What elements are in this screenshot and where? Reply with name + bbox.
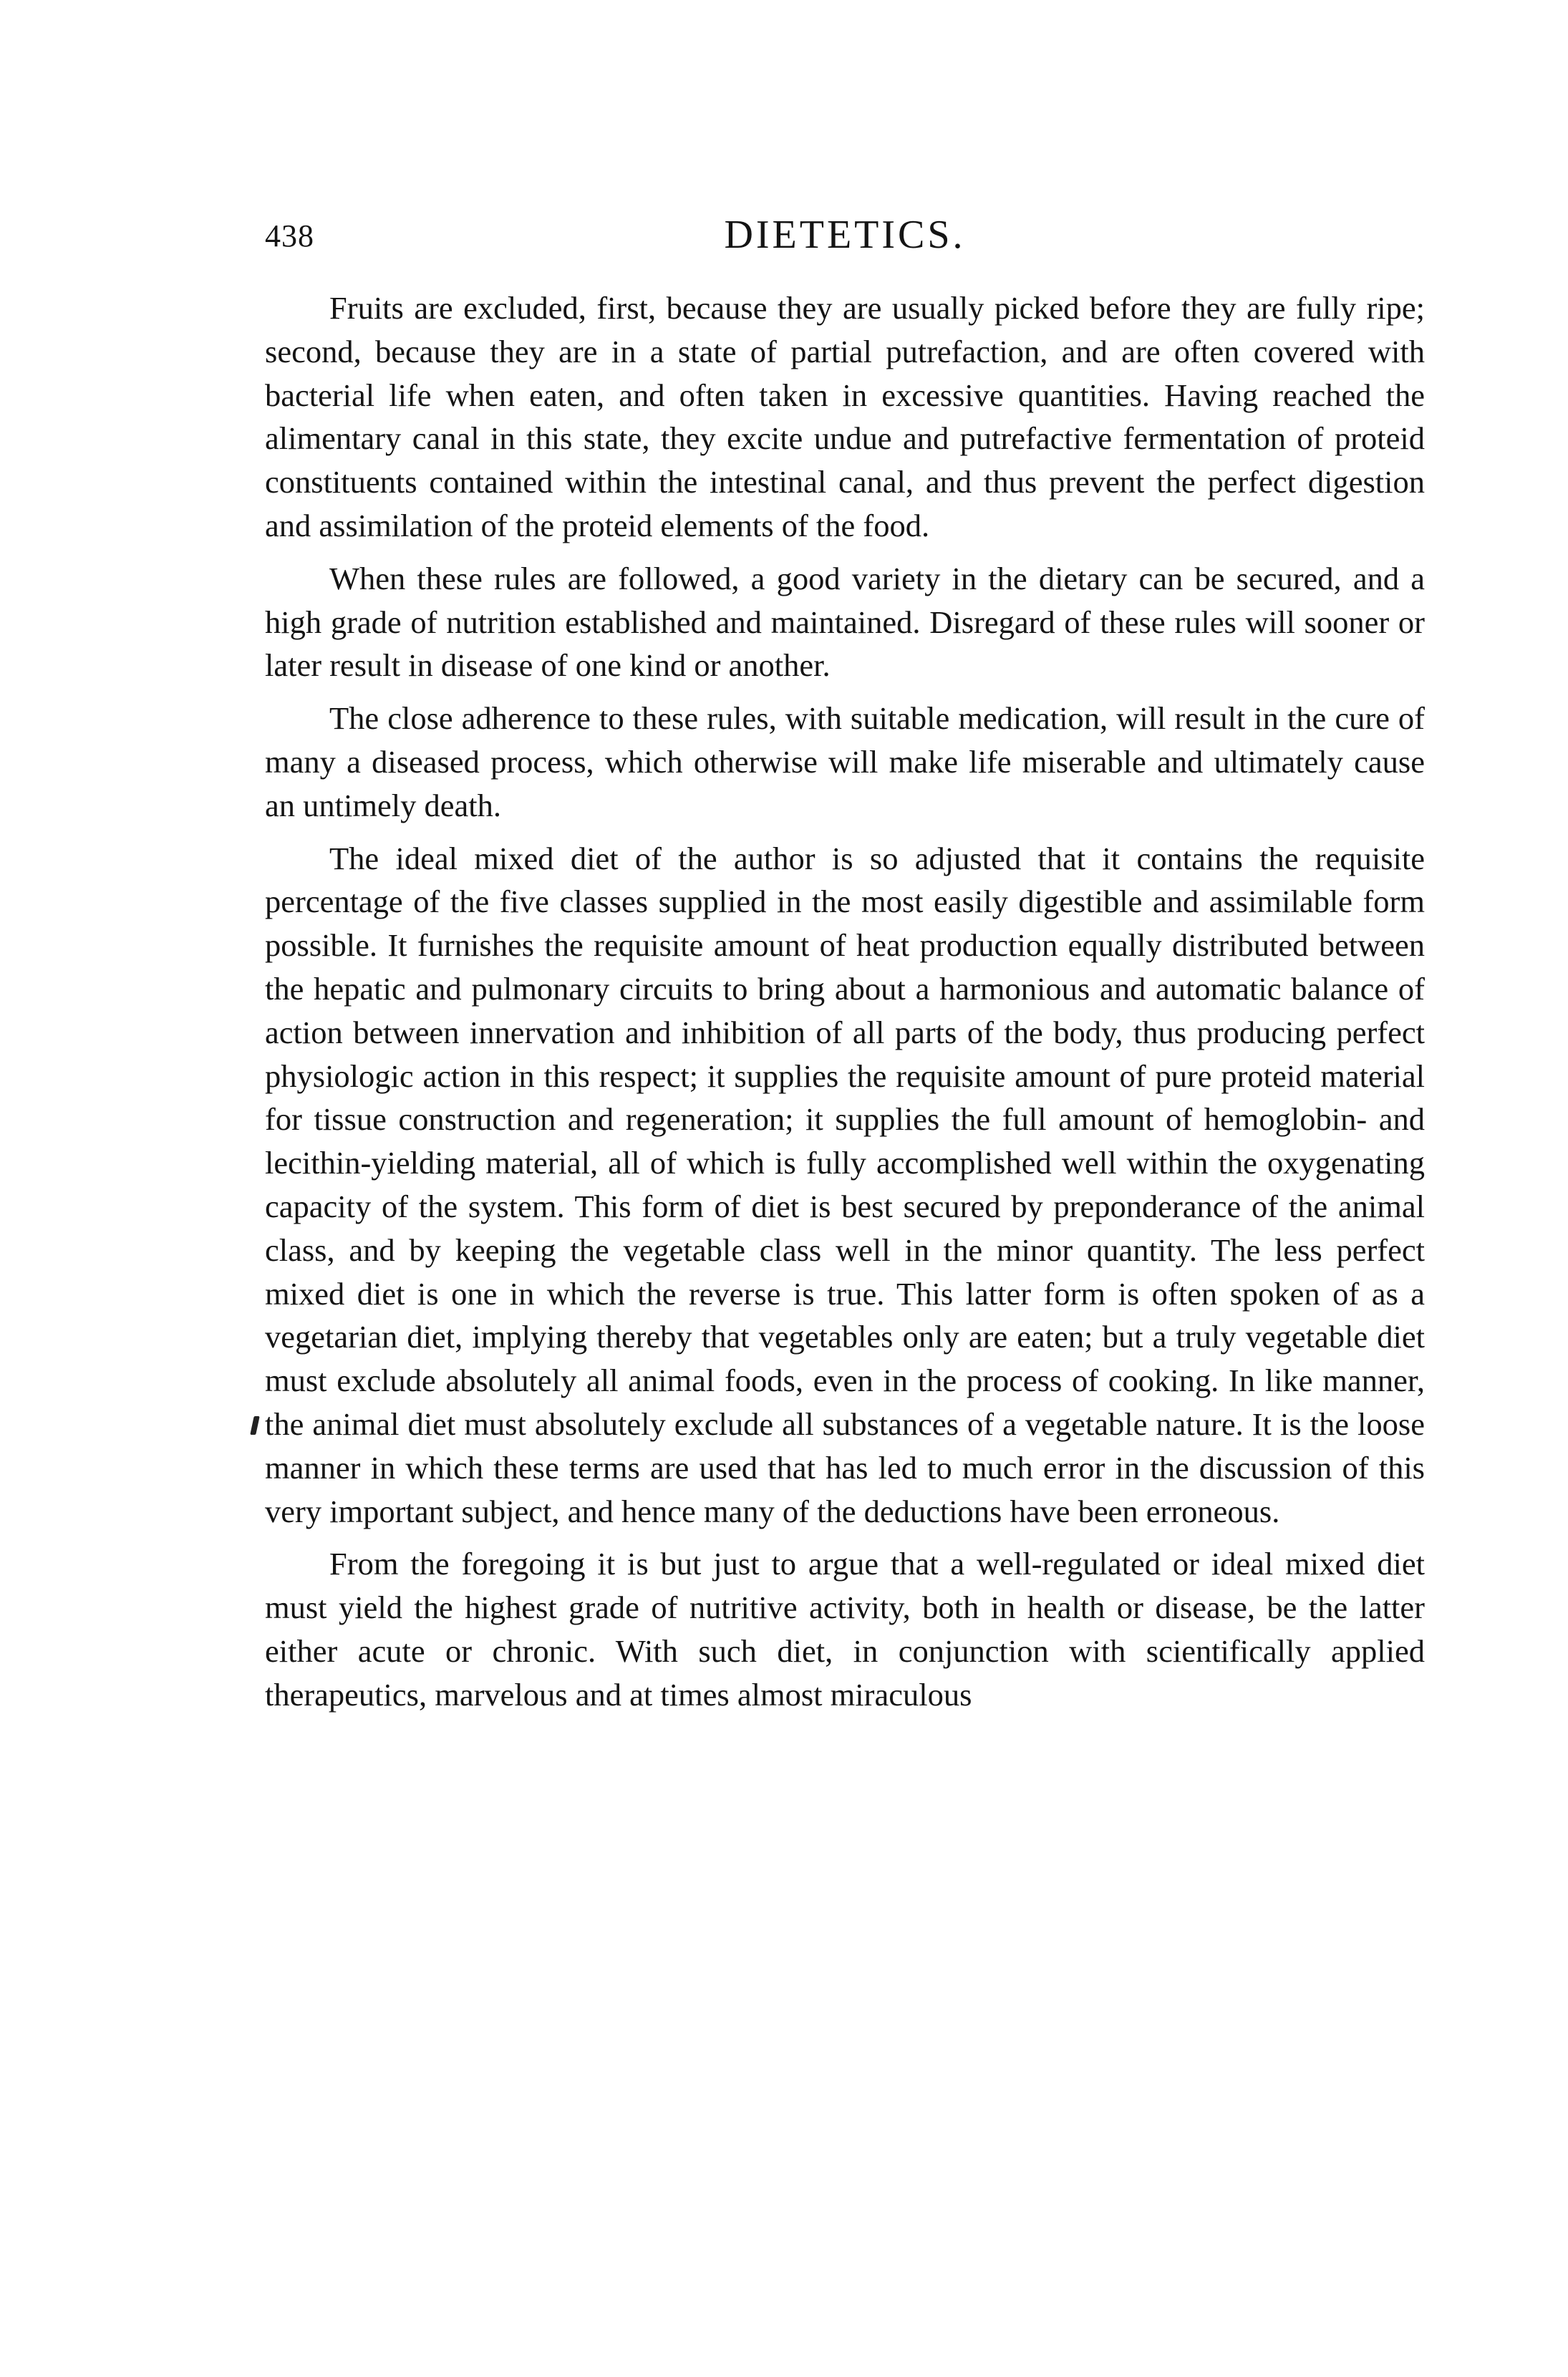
- page-number: 438: [265, 218, 314, 253]
- body-text: [265, 286, 1425, 1726]
- page-header: [265, 208, 1425, 272]
- margin-mark: [250, 1416, 260, 1435]
- paragraph-ideal-mixed-diet: The ideal mixed diet of the author is so adjusted that it contains the requisite percentage of the five classes supplied in the most easily digestible and assimilable form possible. It furnishes the requisite amount of heat production equally distributed between the hepatic and pulmonary circuits to bring about a harmonious and automatic balance of action between innervation and inhibition of all parts of the body, thus producing perfect physiologic action in this respect; it supplies the requisite amount of pure proteid material for tissue construction and regeneration; it supplies the full amount of hemoglobin- and lecithin-yielding material, all of which is fully accomplished well within the oxygenating capacity of the system. This form of diet is best secured by preponderance of the animal class, and by keeping the vegetable class well in the minor quantity. The less perfect mixed diet is one in which the reverse is true. This latter form is often spoken of as a vegetarian diet, implying thereby that vegetables only are eaten; but a truly vegetable diet must exclude absolutely all animal foods, even in the process of cooking. In like manner, the animal diet must absolutely exclude all substances of a vegetable nature. It is the loose manner in which these terms are used that has led to much error in the discussion of this very important subject, and hence many of the deductions have been erroneous.: [265, 840, 1425, 1529]
- paragraph-foregoing: From the foregoing it is but just to argue that a well-regulated or ideal mixed diet must yield the highest grade of nutritive activity, both in health or disease, be the latter either acute or chronic. With such diet, in conjunction with scientifically applied therapeutics, marvelous and at times almost miraculous: [265, 1546, 1425, 1713]
- paragraph-rules-followed: When these rules are followed, a good variety in the dietary can be secured, and a high grade of nutrition established and maintained. Disregard of these rules will sooner or later result in disease of one kind or another.: [265, 560, 1425, 684]
- paragraph-close-adherence: The close adherence to these rules, with suitable medication, will result in the cure of many a diseased process, which otherwise will make life miserable and ultimately cause an untimely death.: [265, 700, 1425, 823]
- running-head: DIETETICS.: [724, 213, 966, 257]
- paragraph-fruits-excluded: Fruits are excluded, first, because they are usually picked before they are fully ripe; second, because they are in a state of partial putrefaction, and are often covered with bacterial life when eaten, and often taken in excessive quantities. Having reached the alimentary canal in this state, they excite undue and putrefactive fermentation of proteid constituents contained within the intestinal canal, and thus prevent the perfect digestion and assimilation of the proteid elements of the food.: [265, 290, 1425, 543]
